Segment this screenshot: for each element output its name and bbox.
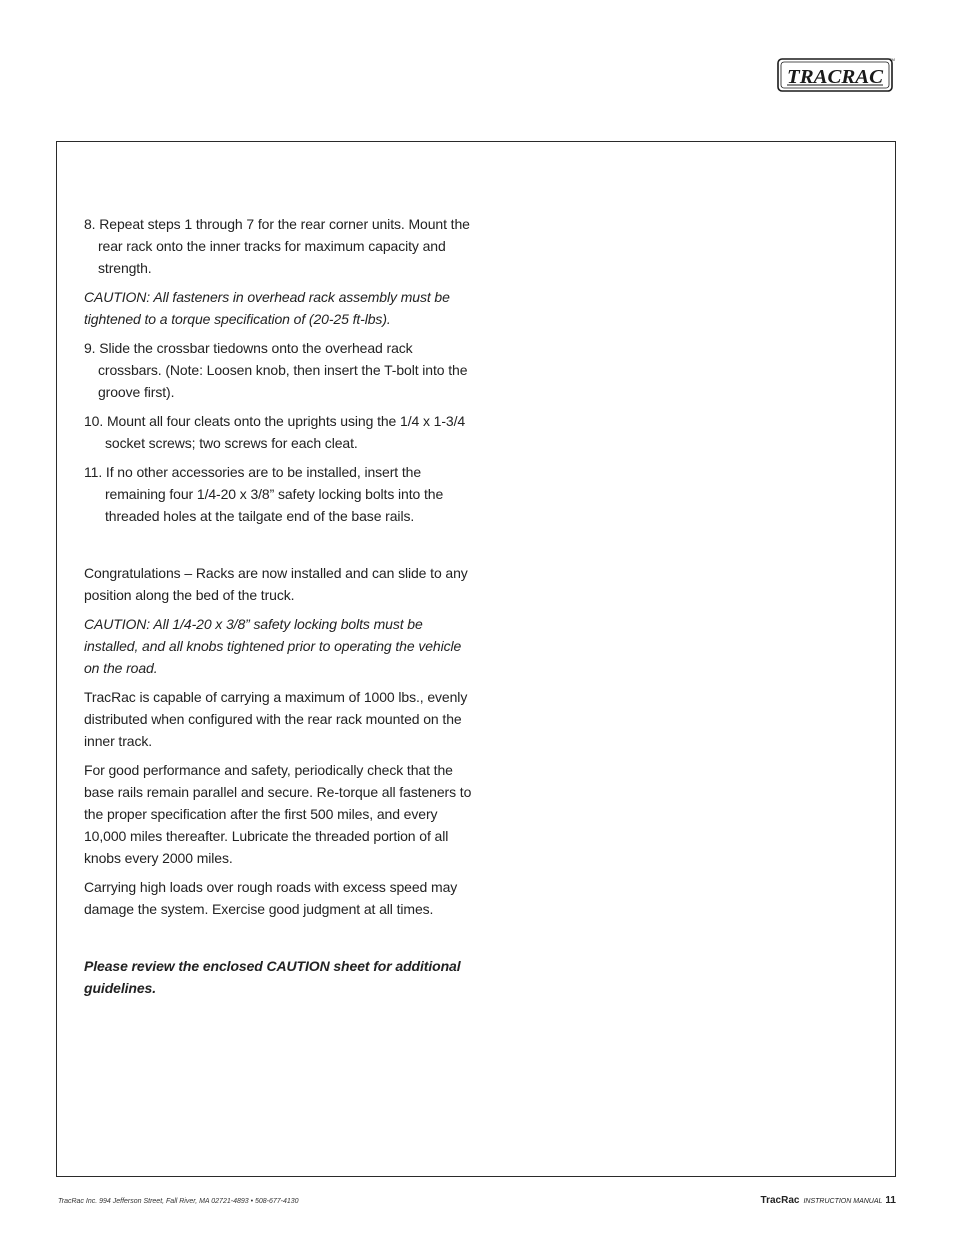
instructions-column: [84, 213, 479, 1006]
page-number: 11: [885, 1195, 896, 1206]
footer-page-info: [761, 1195, 896, 1206]
svg-text:TM: TM: [889, 57, 895, 62]
footer-address: TracRac Inc. 994 Jefferson Street, Fall River, MA 02721-4893 • 508-677-4130: [58, 1198, 299, 1205]
spacer: [84, 534, 479, 562]
caution-locking-bolts: CAUTION: All 1/4-20 x 3/8” safety locking bolts must be installed, and all knobs tightened prior to operating the vehicle on the road.: [84, 616, 462, 676]
step-11: 11. If no other accessories are to be installed, insert the remaining four 1/4-20 x 3/8” safety locking bolts into the threaded holes at the tailgate end of the base rails.: [84, 464, 444, 524]
svg-text:TRACRAC: TRACRAC: [787, 66, 884, 88]
spacer: [84, 927, 479, 955]
caution-torque: CAUTION: All fasteners in overhead rack assembly must be tightened to a torque specification of (20-25 ft-lbs).: [84, 289, 450, 327]
step-8: 8. Repeat steps 1 through 7 for the rear corner units. Mount the rear rack onto the inner tracks for maximum capacity and strength.: [84, 216, 470, 276]
congratulations-text: Congratulations – Racks are now installed and can slide to any position along the bed of the truck.: [84, 565, 468, 603]
footer-brand: TracRac: [760, 1195, 800, 1206]
capacity-text: TracRac is capable of carrying a maximum of 1000 lbs., evenly distributed when configured with the rear rack mounted on the inner track.: [84, 689, 468, 749]
step-9: 9. Slide the crossbar tiedowns onto the overhead rack crossbars. (Note: Loosen knob, then insert the T-bolt into the groove first).: [84, 340, 468, 400]
high-loads-text: Carrying high loads over rough roads with excess speed may damage the system. Exercise good judgment at all times.: [84, 879, 458, 917]
footer-manual-label: INSTRUCTION MANUAL: [803, 1198, 883, 1205]
review-caution-note: Please review the enclosed CAUTION sheet for additional guidelines.: [84, 958, 461, 996]
step-10: 10. Mount all four cleats onto the uprights using the 1/4 x 1-3/4 socket screws; two screws for each cleat.: [84, 413, 466, 451]
tracrac-logo: [777, 56, 897, 93]
maintenance-text: For good performance and safety, periodically check that the base rails remain parallel and secure. Re-torque all fasteners to the proper specification after the first 500 miles, and every 10,000 miles thereafter. Lubricate the threaded portion of all knobs every 2000 miles.: [84, 762, 472, 866]
